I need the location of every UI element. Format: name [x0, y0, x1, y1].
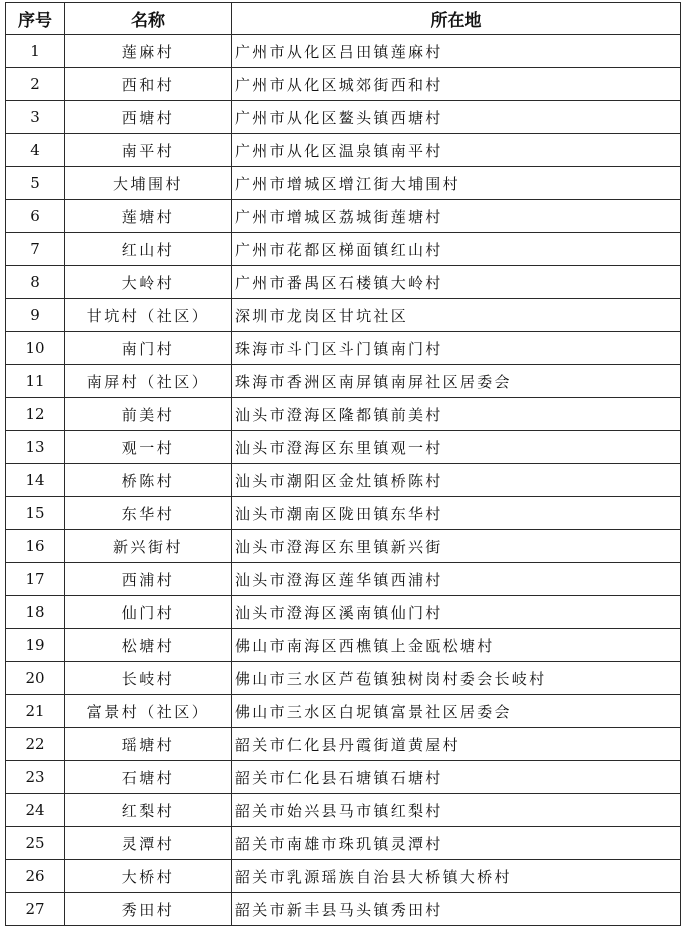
- row-name: 仙门村: [65, 596, 232, 629]
- row-number: 13: [6, 431, 65, 464]
- row-name: 莲麻村: [65, 35, 232, 68]
- row-name: 松塘村: [65, 629, 232, 662]
- row-location: 珠海市香洲区南屏镇南屏社区居委会: [232, 365, 681, 398]
- table-row: [6, 497, 681, 530]
- row-name: 红山村: [65, 233, 232, 266]
- table-row: [6, 332, 681, 365]
- row-name: 大岭村: [65, 266, 232, 299]
- header-number: 序号: [6, 3, 65, 35]
- row-number: 9: [6, 299, 65, 332]
- row-number: 27: [6, 893, 65, 926]
- row-name: 长岐村: [65, 662, 232, 695]
- row-location: 广州市从化区温泉镇南平村: [232, 134, 681, 167]
- row-number: 15: [6, 497, 65, 530]
- table-row: [6, 728, 681, 761]
- table-row: [6, 200, 681, 233]
- table-row: [6, 233, 681, 266]
- header-name: 名称: [65, 3, 232, 35]
- row-number: 18: [6, 596, 65, 629]
- table-row: [6, 134, 681, 167]
- row-number: 24: [6, 794, 65, 827]
- row-number: 16: [6, 530, 65, 563]
- row-location: 汕头市澄海区东里镇新兴街: [232, 530, 681, 563]
- row-name: 观一村: [65, 431, 232, 464]
- row-location: 佛山市南海区西樵镇上金瓯松塘村: [232, 629, 681, 662]
- table-row: [6, 299, 681, 332]
- row-name: 甘坑村（社区）: [65, 299, 232, 332]
- table-row: [6, 464, 681, 497]
- row-number: 23: [6, 761, 65, 794]
- row-location: 韶关市仁化县丹霞街道黄屋村: [232, 728, 681, 761]
- row-location: 汕头市澄海区隆都镇前美村: [232, 398, 681, 431]
- row-location: 深圳市龙岗区甘坑社区: [232, 299, 681, 332]
- row-number: 17: [6, 563, 65, 596]
- row-number: 4: [6, 134, 65, 167]
- row-number: 6: [6, 200, 65, 233]
- row-location: 韶关市始兴县马市镇红梨村: [232, 794, 681, 827]
- row-name: 富景村（社区）: [65, 695, 232, 728]
- row-name: 西浦村: [65, 563, 232, 596]
- row-name: 红梨村: [65, 794, 232, 827]
- row-name: 新兴街村: [65, 530, 232, 563]
- row-name: 南门村: [65, 332, 232, 365]
- row-name: 大桥村: [65, 860, 232, 893]
- row-location: 佛山市三水区白坭镇富景社区居委会: [232, 695, 681, 728]
- row-location: 广州市从化区城郊街西和村: [232, 68, 681, 101]
- row-number: 12: [6, 398, 65, 431]
- table-row: [6, 860, 681, 893]
- row-number: 25: [6, 827, 65, 860]
- table-header: [6, 3, 681, 35]
- row-name: 西塘村: [65, 101, 232, 134]
- row-number: 20: [6, 662, 65, 695]
- table-row: [6, 629, 681, 662]
- row-number: 22: [6, 728, 65, 761]
- row-location: 广州市增城区增江街大埔围村: [232, 167, 681, 200]
- row-name: 大埔围村: [65, 167, 232, 200]
- table-row: [6, 794, 681, 827]
- row-number: 3: [6, 101, 65, 134]
- row-name: 东华村: [65, 497, 232, 530]
- row-location: 韶关市南雄市珠玑镇灵潭村: [232, 827, 681, 860]
- table-row: [6, 431, 681, 464]
- row-number: 19: [6, 629, 65, 662]
- row-number: 14: [6, 464, 65, 497]
- table-row: [6, 365, 681, 398]
- row-number: 2: [6, 68, 65, 101]
- row-number: 10: [6, 332, 65, 365]
- row-name: 瑶塘村: [65, 728, 232, 761]
- row-name: 西和村: [65, 68, 232, 101]
- village-table: [5, 2, 681, 926]
- row-name: 南屏村（社区）: [65, 365, 232, 398]
- table-row: [6, 167, 681, 200]
- row-number: 11: [6, 365, 65, 398]
- row-location: 汕头市澄海区溪南镇仙门村: [232, 596, 681, 629]
- row-location: 广州市番禺区石楼镇大岭村: [232, 266, 681, 299]
- table-row: [6, 530, 681, 563]
- table-row: [6, 761, 681, 794]
- table-row: [6, 596, 681, 629]
- table-row: [6, 695, 681, 728]
- row-location: 韶关市新丰县马头镇秀田村: [232, 893, 681, 926]
- row-number: 8: [6, 266, 65, 299]
- table-row: [6, 68, 681, 101]
- row-location: 珠海市斗门区斗门镇南门村: [232, 332, 681, 365]
- table-row: [6, 101, 681, 134]
- row-location: 广州市花都区梯面镇红山村: [232, 233, 681, 266]
- header-location: 所在地: [232, 3, 681, 35]
- row-location: 汕头市澄海区东里镇观一村: [232, 431, 681, 464]
- row-name: 石塘村: [65, 761, 232, 794]
- table-body: [6, 35, 681, 926]
- table-row: [6, 35, 681, 68]
- row-location: 汕头市潮南区陇田镇东华村: [232, 497, 681, 530]
- table-row: [6, 398, 681, 431]
- table-row: [6, 893, 681, 926]
- table-row: [6, 266, 681, 299]
- row-name: 桥陈村: [65, 464, 232, 497]
- row-location: 广州市从化区吕田镇莲麻村: [232, 35, 681, 68]
- row-location: 广州市从化区鳌头镇西塘村: [232, 101, 681, 134]
- row-location: 佛山市三水区芦苞镇独树岗村委会长岐村: [232, 662, 681, 695]
- row-name: 秀田村: [65, 893, 232, 926]
- row-number: 26: [6, 860, 65, 893]
- row-number: 5: [6, 167, 65, 200]
- row-name: 南平村: [65, 134, 232, 167]
- row-name: 前美村: [65, 398, 232, 431]
- row-number: 1: [6, 35, 65, 68]
- row-location: 广州市增城区荔城街莲塘村: [232, 200, 681, 233]
- row-number: 7: [6, 233, 65, 266]
- row-location: 汕头市澄海区莲华镇西浦村: [232, 563, 681, 596]
- header-row: [6, 3, 681, 35]
- table-row: [6, 563, 681, 596]
- row-name: 灵潭村: [65, 827, 232, 860]
- row-location: 韶关市仁化县石塘镇石塘村: [232, 761, 681, 794]
- table-row: [6, 662, 681, 695]
- row-number: 21: [6, 695, 65, 728]
- row-location: 汕头市潮阳区金灶镇桥陈村: [232, 464, 681, 497]
- table-row: [6, 827, 681, 860]
- row-name: 莲塘村: [65, 200, 232, 233]
- row-location: 韶关市乳源瑶族自治县大桥镇大桥村: [232, 860, 681, 893]
